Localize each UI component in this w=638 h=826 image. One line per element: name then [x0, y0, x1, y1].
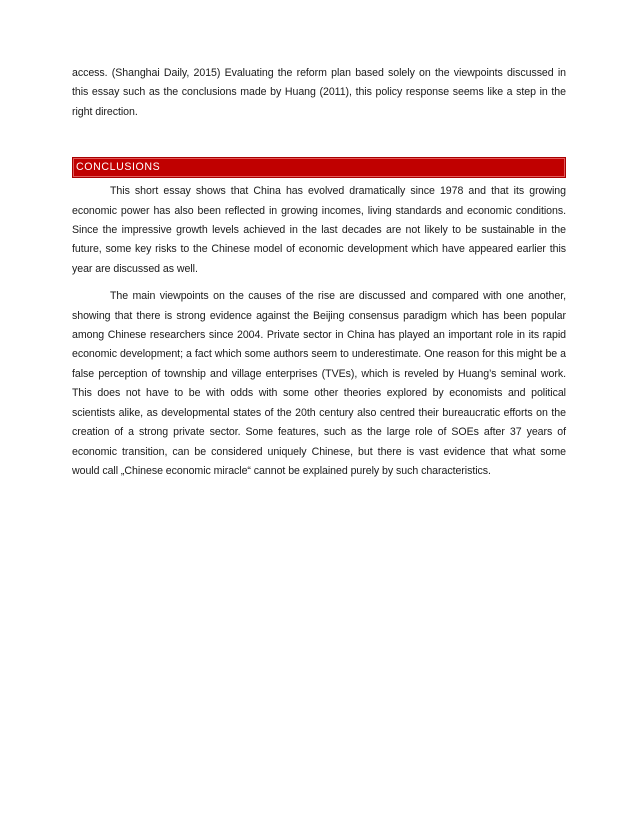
document-page	[72, 64, 566, 489]
conclusion-paragraph-1: This short essay shows that China has evolved dramatically since 1978 and that its growing economic power has also been reflected in growing incomes, living standards and economic conditions. Since the impressive growth levels achieved in the last decades are not likely to be sustainable in the future, some key risks to the Chinese model of economic development which have appeared earlier this year are discussed as well.	[72, 185, 566, 275]
intro-paragraph: access. (Shanghai Daily, 2015) Evaluating the reform plan based solely on the viewpoints discussed in this essay such as the conclusions made by Huang (2011), this policy response seems like a step in the right direction.	[72, 67, 566, 118]
section-heading-bar	[72, 157, 566, 178]
conclusion-paragraph-2: The main viewpoints on the causes of the rise are discussed and compared with one another, showing that there is strong evidence against the Beijing consensus paradigm which has been popular among Chinese researchers since 2004. Private sector in China has played an important role in its rapid economic development; a fact which some authors seem to underestimate. One reason for this might be a false perception of township and village enterprises (TVEs), which is reveled by Huang’s seminal work. This does not have to be with odds with some other theories explored by economists and political scientists alike, as developmental states of the 20th century also centred their bureaucratic efforts on the creation of a strong private sector. Some features, such as the large role of SOEs after 37 years of economic transition, can be considered uniquely Chinese, but there is vast evidence that what some would call „Chinese economic miracle“ cannot be explained purely by such characteristics.	[72, 290, 566, 477]
section-heading: CONCLUSIONS	[76, 161, 161, 174]
